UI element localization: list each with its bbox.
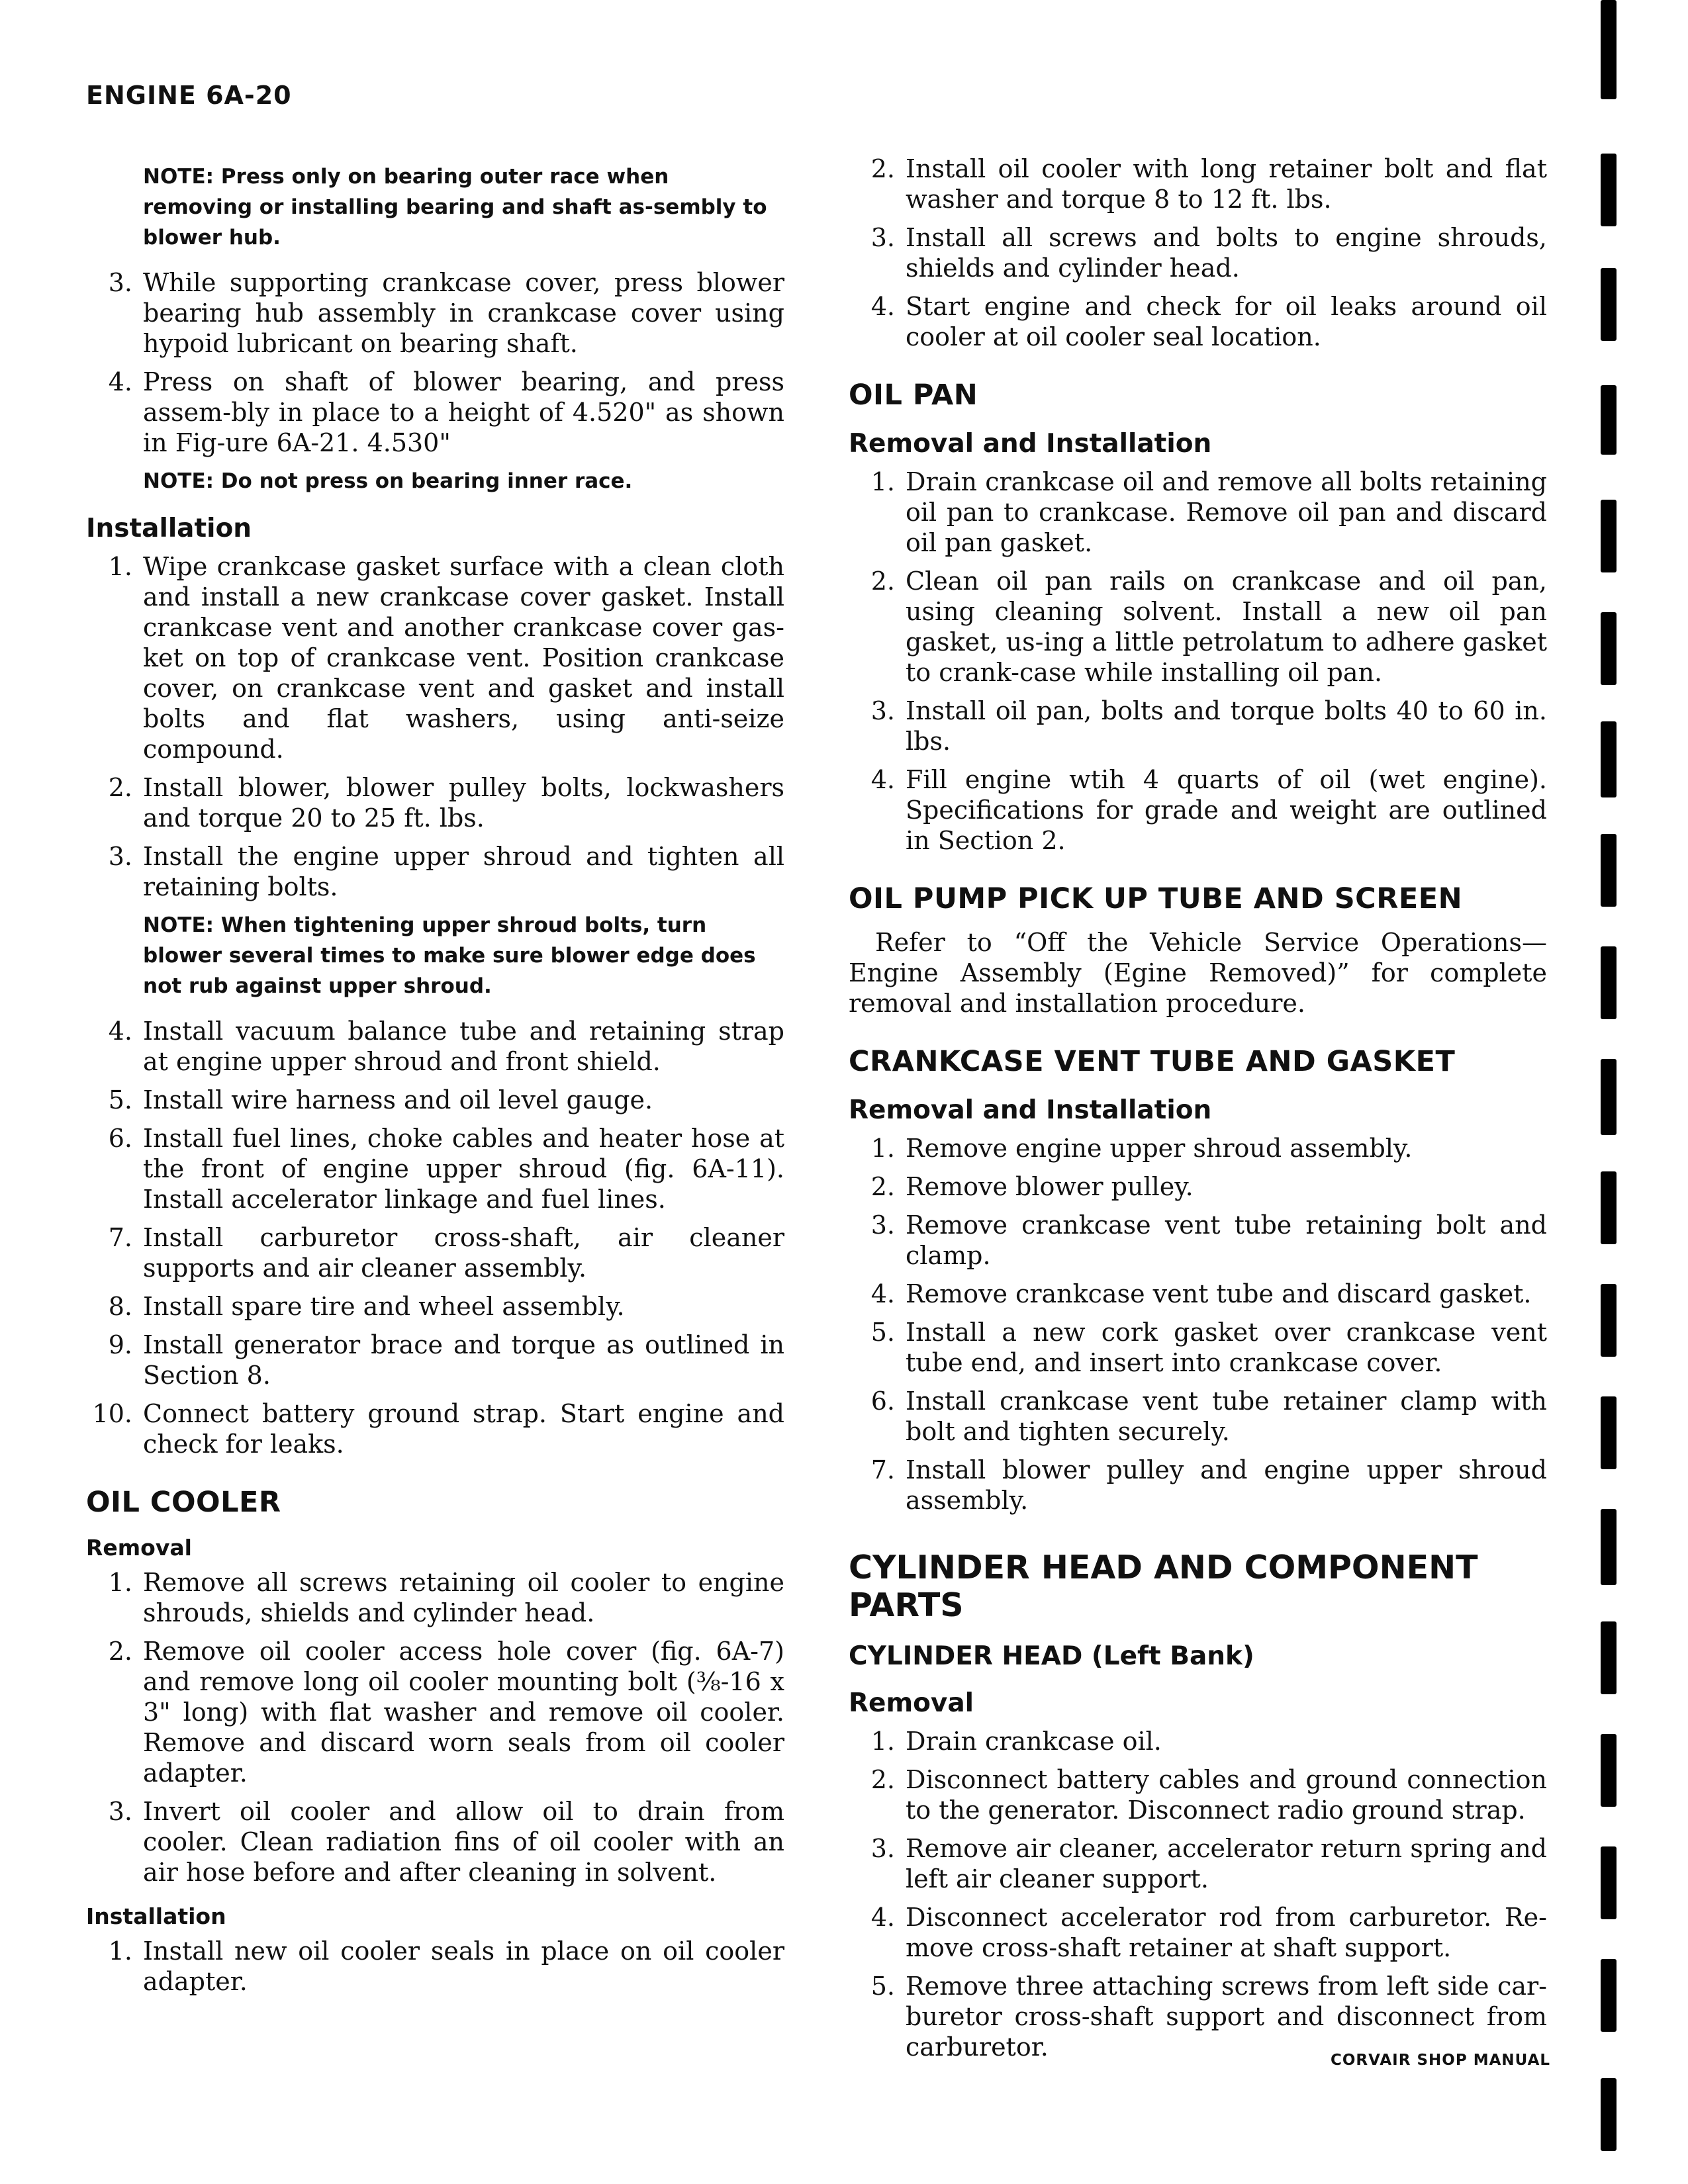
list-item-number: 3. <box>870 696 895 725</box>
vent-tube-steps-list <box>849 1133 1547 1516</box>
list-item <box>86 1123 784 1214</box>
list-item-number: 2. <box>108 1637 132 1666</box>
edge-mark <box>1601 612 1617 685</box>
list-item-text: Install spare tire and wheel assembly. <box>143 1292 625 1321</box>
oil-cooler-removal-list <box>86 1567 784 1888</box>
list-item <box>86 367 784 458</box>
page-header: ENGINE 6A-20 <box>86 81 292 110</box>
list-item-text: Install vacuum balance tube and retaining strap at engine upper shroud and front shield. <box>143 1017 784 1076</box>
list-item-text: Remove air cleaner, accelerator return spring and left air cleaner support. <box>906 1834 1547 1893</box>
oil-cooler-installation-list <box>86 1936 784 1997</box>
list-item <box>849 1133 1547 1163</box>
list-item-number: 3. <box>870 1834 895 1863</box>
list-item <box>849 1171 1547 1202</box>
list-item <box>849 1386 1547 1447</box>
list-item-text: Install blower, blower pulley bolts, lockwashers and torque 20 to 25 ft. lbs. <box>143 773 784 833</box>
list-item-number: 3. <box>108 842 132 871</box>
edge-mark <box>1601 1846 1617 1919</box>
installation-steps-list <box>86 551 784 902</box>
list-item-number: 2. <box>870 1765 895 1794</box>
vent-tube-heading: CRANKCASE VENT TUBE AND GASKET <box>849 1045 1456 1078</box>
list-item <box>849 566 1547 688</box>
list-item-number: 4. <box>108 367 132 396</box>
list-item-text: Wipe crankcase gasket surface with a clean cloth and install a new crankcase cover gasket. Install crankcase vent and another crankcase cover gas-ket on top of crankcase vent. Position crankcase cover, on crankcase vent and gasket and install bolts and flat washers, using anti-seize compound. <box>143 552 784 764</box>
list-item <box>849 154 1547 214</box>
list-item-number: 3. <box>870 1210 895 1240</box>
edge-mark <box>1601 0 1617 99</box>
list-item-text: Install generator brace and torque as outlined in Section 8. <box>143 1330 784 1390</box>
list-item-number: 4. <box>870 1279 895 1308</box>
list-item-text: Install carburetor cross-shaft, air cleaner supports and air cleaner assembly. <box>143 1223 784 1283</box>
vent-tube-subheading: Removal and Installation <box>849 1095 1212 1125</box>
list-item <box>849 1455 1547 1516</box>
list-item-number: 8. <box>108 1292 132 1321</box>
list-item-text: Install the engine upper shroud and tighten all retaining bolts. <box>143 842 784 901</box>
footer-manual-name: CORVAIR SHOP MANUAL <box>1331 2052 1551 2069</box>
oil-pan-subheading: Removal and Installation <box>849 429 1212 459</box>
oil-cooler-installation-list-continued <box>849 154 1547 352</box>
list-item <box>849 1279 1547 1309</box>
list-item <box>86 1016 784 1077</box>
list-item-text: Invert oil cooler and allow oil to drain from cooler. Clean radiation fins of oil cooler with an air hose before and after cleaning in solvent. <box>143 1797 784 1887</box>
list-item-number: 6. <box>870 1387 895 1416</box>
list-item <box>86 1398 784 1459</box>
list-item <box>849 1902 1547 1963</box>
list-item <box>86 1291 784 1322</box>
edge-mark <box>1601 1059 1617 1135</box>
list-item-text: Install blower pulley and engine upper shroud assembly. <box>906 1455 1547 1515</box>
list-item <box>849 291 1547 352</box>
edge-mark <box>1601 2078 1617 2151</box>
list-item-number: 4. <box>870 765 895 794</box>
list-item <box>86 1636 784 1788</box>
list-item-text: While supporting crankcase cover, press blower bearing hub assembly in crankcase cover using hypoid lubricant on bearing shaft. <box>143 268 784 358</box>
oil-cooler-installation-heading: Installation <box>86 1903 226 1929</box>
edge-mark <box>1601 385 1617 455</box>
list-item-number: 1. <box>108 1568 132 1597</box>
list-item <box>849 1317 1547 1378</box>
list-item <box>849 1833 1547 1894</box>
edge-mark <box>1601 268 1617 341</box>
edge-mark <box>1601 1959 1617 2032</box>
list-item-number: 5. <box>870 1972 895 2001</box>
oil-pan-steps-list <box>849 467 1547 856</box>
list-item-number: 2. <box>870 154 895 183</box>
list-item-number: 7. <box>108 1223 132 1252</box>
list-item-number: 1. <box>870 467 895 496</box>
list-item-number: 9. <box>108 1330 132 1359</box>
list-item-text: Disconnect accelerator rod from carburetor. Re-move cross-shaft retainer at shaft support. <box>906 1903 1547 1962</box>
list-item <box>849 1210 1547 1271</box>
list-item <box>849 764 1547 856</box>
list-item-text: Remove blower pulley. <box>906 1172 1194 1201</box>
edge-mark <box>1601 834 1617 907</box>
list-item-text: Install fuel lines, choke cables and heater hose at the front of engine upper shroud (fig. 6A-11). Install accelerator linkage and fuel lines. <box>143 1124 784 1214</box>
blower-steps-list <box>86 267 784 458</box>
list-item-number: 4. <box>108 1017 132 1046</box>
list-item-text: Remove oil cooler access hole cover (fig. 6A-7) and remove long oil cooler mounting bolt (⅜-16 x 3" long) with flat washer and remove oil cooler. Remove and discard worn seals from oil cooler adapter. <box>143 1637 784 1788</box>
list-item-number: 10. <box>92 1399 132 1428</box>
list-item-number: 2. <box>870 1172 895 1201</box>
list-item-number: 3. <box>108 268 132 297</box>
list-item-number: 3. <box>870 223 895 252</box>
list-item-number: 3. <box>108 1797 132 1826</box>
list-item-text: Install crankcase vent tube retainer clamp with bolt and tighten securely. <box>906 1387 1547 1446</box>
list-item <box>86 1936 784 1997</box>
note-upper-shroud: NOTE: When tightening upper shroud bolts, turn blower several times to make sure blower edge does not rub against upper shroud. <box>143 913 756 998</box>
list-item-number: 1. <box>108 1936 132 1966</box>
note-inner-race: NOTE: Do not press on bearing inner race. <box>143 469 633 493</box>
list-item-text: Press on shaft of blower bearing, and press assem-bly in place to a height of 4.520" as shown in Fig-ure 6A-21. 4.530" <box>143 367 784 457</box>
list-item <box>86 772 784 833</box>
installation-steps-list-continued <box>86 1016 784 1459</box>
list-item <box>86 1222 784 1283</box>
list-item-number: 6. <box>108 1124 132 1153</box>
left-column <box>86 154 784 2005</box>
pickup-tube-heading: OIL PUMP PICK UP TUBE AND SCREEN <box>849 882 1463 915</box>
list-item-text: Drain crankcase oil. <box>906 1727 1162 1756</box>
edge-mark <box>1601 1509 1617 1585</box>
list-item-text: Install a new cork gasket over crankcase vent tube end, and insert into crankcase cover. <box>906 1318 1547 1377</box>
list-item-text: Disconnect battery cables and ground connection to the generator. Disconnect radio ground strap. <box>906 1765 1547 1825</box>
list-item-text: Remove engine upper shroud assembly. <box>906 1134 1413 1163</box>
edge-mark <box>1601 1396 1617 1469</box>
edge-mark <box>1601 1284 1617 1357</box>
list-item-number: 4. <box>870 1903 895 1932</box>
edge-mark <box>1601 154 1617 226</box>
edge-mark <box>1601 1621 1617 1694</box>
oil-pan-heading: OIL PAN <box>849 379 978 412</box>
list-item <box>849 467 1547 558</box>
cylinder-head-removal-heading: Removal <box>849 1688 974 1718</box>
list-item-text: Install oil cooler with long retainer bolt and flat washer and torque 8 to 12 ft. lbs. <box>906 154 1547 214</box>
edge-mark <box>1601 1171 1617 1244</box>
installation-heading: Installation <box>86 514 252 543</box>
edge-mark <box>1601 946 1617 1019</box>
list-item <box>849 222 1547 283</box>
list-item-text: Remove crankcase vent tube retaining bolt and clamp. <box>906 1210 1547 1270</box>
list-item-text: Remove all screws retaining oil cooler to engine shrouds, shields and cylinder head. <box>143 1568 784 1627</box>
list-item <box>86 841 784 902</box>
note-press-outer-race: NOTE: Press only on bearing outer race when removing or installing bearing and shaft as-sembly to blower hub. <box>143 165 767 250</box>
list-item-number: 2. <box>108 773 132 802</box>
cylinder-head-left-bank-heading: CYLINDER HEAD (Left Bank) <box>849 1641 1254 1671</box>
list-item <box>86 1796 784 1888</box>
list-item-number: 1. <box>108 552 132 581</box>
edge-mark <box>1601 1734 1617 1807</box>
list-item-text: Fill engine wtih 4 quarts of oil (wet engine). Specifications for grade and weight are outlined in Section 2. <box>906 765 1547 855</box>
list-item <box>86 1567 784 1628</box>
pickup-tube-paragraph: Refer to “Off the Vehicle Service Operations—Engine Assembly (Egine Removed)” for complete removal and installation procedure. <box>849 928 1547 1018</box>
list-item-text: Drain crankcase oil and remove all bolts retaining oil pan to crankcase. Remove oil pan and discard oil pan gasket. <box>906 467 1547 557</box>
list-item <box>849 696 1547 756</box>
list-item-text: Install wire harness and oil level gauge. <box>143 1085 653 1115</box>
list-item-text: Install new oil cooler seals in place on oil cooler adapter. <box>143 1936 784 1996</box>
list-item <box>849 1726 1547 1756</box>
oil-cooler-heading: OIL COOLER <box>86 1486 281 1519</box>
cylinder-head-removal-list <box>849 1726 1547 2062</box>
list-item-text: Install oil pan, bolts and torque bolts 40 to 60 in. lbs. <box>906 696 1547 756</box>
list-item <box>86 1085 784 1115</box>
list-item-number: 4. <box>870 292 895 321</box>
list-item-text: Install all screws and bolts to engine shrouds, shields and cylinder head. <box>906 223 1547 283</box>
list-item-text: Remove three attaching screws from left side car-buretor cross-shaft support and disconnect from carburetor. <box>906 1972 1547 2062</box>
right-column <box>849 154 1547 2070</box>
list-item-number: 5. <box>108 1085 132 1115</box>
cylinder-head-main-heading: CYLINDER HEAD AND COMPONENT PARTS <box>849 1549 1478 1624</box>
edge-mark <box>1601 500 1617 572</box>
list-item-text: Connect battery ground strap. Start engine and check for leaks. <box>143 1399 784 1459</box>
list-item <box>849 1971 1547 2062</box>
list-item <box>849 1764 1547 1825</box>
list-item-number: 2. <box>870 567 895 596</box>
list-item <box>86 551 784 764</box>
list-item-text: Start engine and check for oil leaks around oil cooler at oil cooler seal location. <box>906 292 1547 351</box>
list-item-number: 7. <box>870 1455 895 1484</box>
list-item <box>86 267 784 359</box>
list-item-text: Clean oil pan rails on crankcase and oil pan, using cleaning solvent. Install a new oil pan gasket, us-ing a little petrolatum to adhere gasket to crank-case while installing oil pan. <box>906 567 1547 687</box>
list-item-number: 1. <box>870 1134 895 1163</box>
list-item-text: Remove crankcase vent tube and discard gasket. <box>906 1279 1532 1308</box>
list-item <box>86 1330 784 1390</box>
list-item-number: 1. <box>870 1727 895 1756</box>
oil-cooler-removal-heading: Removal <box>86 1535 192 1561</box>
edge-mark <box>1601 721 1617 797</box>
list-item-number: 5. <box>870 1318 895 1347</box>
